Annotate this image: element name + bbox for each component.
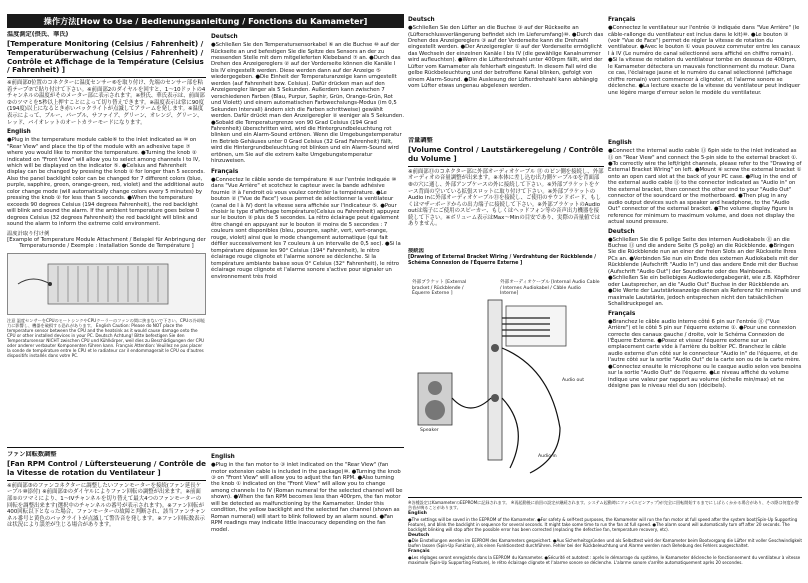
fan-section-col2 (211, 451, 404, 579)
temperature-heading-en: [Temperature Monitoring (Celsius / Fahrenheit) / Temperaturüberwachung (Celsius / Fahrenheit) / Contrôle et Affichage de la Température (Celsius / Fahrenheit) ] (7, 40, 206, 78)
temperature-francais-label: Français (211, 168, 239, 175)
temperature-heading-jp: 温度測定(摂氏、華氏) (7, 31, 69, 38)
volume-francais-label: Français (608, 310, 636, 317)
notes-deutsch-label: Deutsch (408, 532, 430, 538)
external-bracket-label: 外部ブラケット [External bracket / Rückblende / Équerre Externe ] (412, 280, 467, 297)
notes-text-de: ●Die Einstellungen werden im EEPROM des Kamameters gespeichert. ●Aus Sicherheitsgründen und als Selbsttest wird der Kamameter beim Bootvorgang die Lüfter mit voller Geschwindigkeit laufen lassen (Spin-Up Funktion), als einen Funktionstest durchführen. Fehler bei der Rückbeleuchtung und Alarme werden nach Behebung des Fehlers ausgeschaltet. (408, 538, 802, 549)
fan-text-de: ●Schließen Sie den Lüfter an die Buchse ③ auf der Rückseite an (Lüfterschlussverlängerung befindet sich im Lieferumfang)⑩. ●Durch das Drehen des Anzeigereglers ③ auf der Vorderseite kann die Drehzahl eingestellt werden. ●Der Anzeigeregler ① auf der Vorderseite ermöglicht das Wechseln der einzelnen Kanäle I bis IV (die gewählige Kanalnummer wird aufleuchten). ●Wenn die Lüfterdrehzahl unter 400rpm fällt, wird der Lüfter vom Kamameter als fehlerhaft eingestuft. In diesem Fall wird die gelbe Rückbeleuchtung und der betroffene Kanal blinken, gefolgt von einem Alarm-Sound. ●Die Auslesung der Lüfterdrehzahl kann abhängig vom Lüfter etwas ungenau abgelesen werden. (408, 25, 604, 90)
fan-text-jp: ※前面部③のファンコネクターに調整したいファンモーターを接続(ファン延長ケーブル⑩添付) ※前面部②のダイヤルによりファン回転の調整が出来ます。※前面部①のツマミにより、1～IVチャンネルを切り替えて最大4つのファンモーターの回転を調整出来ます(選択中のチャンネルの番号が表示されます)。※ファン回転が400回転以下となった場合、ファンモーターの故障と判断され、該当ファンチャンネル番号と黄色のバックライトが点滅して警告音を発します。※ファン回転数表示は状況により誤差が生じる場合があります。 (7, 482, 206, 529)
volume-deutsch-label: Deutsch (608, 228, 635, 235)
notes-english-label: English (408, 510, 427, 516)
volume-text-en: ●Connect the internal audio cable ⑪ 6pin side to the inlet indicated as ⑪ on "Rear View" and connect the 5-pin side to the external bracket ①. ●To correctly wire the left/right channels, please refer to the "Drawing of External Bracket Wiring" on left. ●Mount ⑧ screw the external bracket ① onto an open card slot at the back of your PC case. ●Plug in the end of the external audio cable ⑪ to the connector indicated as "Audio in" on the external bracket, then connect the other end to your "Audio Out" connector of the soundcard or the motherboard. ●Then plug in any audio output devices such as speaker and headphone, to the "Audio Out" connector of the external bracket. ●The volume display figure is reference for minimum to maximum volume, and does not display the actual sound pressure. (608, 148, 802, 226)
fan-section-col1 (7, 451, 206, 579)
fan-deutsch-label: Deutsch (408, 17, 435, 23)
fan-english-label: English (211, 454, 235, 460)
fan-text-fr: ●Connectez le ventilateur sur l'entrée ③ indiquée dans "Vue Arrière" (le câble-rallonge du ventilateur est inclus dans le kit)⑩. ●Le bouton ③ (voir "Vue de Face") permet de régler la vitesse de rotation du ventilateur. ●Avec le bouton ① vous pouvez commuter entre les canaux I à IV (Le numéro de canal sélectionné sera affiché en chiffre romain). ●Si la vitesse de rotation du ventilateur tombe en dessous de 400rpm, le Kamameter détectera un mauvais fonctionnement du moteur. Dans ce cas, l'éclairage jaune et le numéro du canal sélectionné (affichage chiffre romain) vont commencer à clignoter, et l'alarme sonore se déclenche. ●La lecture exacte de la vitesse du ventilateur peut indiquer une légère marge d'erreur selon le modèle du ventilateur. (608, 25, 801, 96)
temperature-text-jp: ※前面部0位置のコネクターに温度センサー⑥を取り付け、先端のセンサー部を粘着テープ⑦で貼り付けて下さい。※前面部2のダイヤルを回すと、1～10ドットの4チャンネルの温度がそのメーター部に表示されます。※摂氏、華氏表示は、前面部②のツマミを5秒以上押すことによって切り替えできます。※温度表示は常に90度(194度)以上になるとき赤いバックライトが点滅してアラームを発します。※温度表示によって、ブルー、パープル、サファイア、グリーン、オレンジ、グリーン、レッド、バイオレットのオートカラーモードになります。 (7, 80, 206, 126)
audio-out-label: Audio out (562, 378, 585, 383)
notes-text-fr: ●Les réglages seront enregistrés dans la EEPROM du Kamameter. ●Sécurité et autotest : après le démarrage du système, le Kamameter déclenche le fonctionnement du ventilateur à vitesse maximale (Spin-Up Supporting Feature), le rétro éclairage clignote et l'alarme sonore se déclenche. L'alarme sonore s'arrête automatiquement après 20 secondes. (408, 554, 801, 565)
notes-text-jp: ※各種設定はKamameterのEEPROMに記録されます。 ※再起動後に前回の設定が継続されます。システム起動時にファン(スピンアップ)が完全に回転開始するまでにしばらくかかる場合があり、その際は何度か警告音が鳴ることがあります。 (408, 500, 799, 510)
volume-heading-en: [Volume Control / Lautstärkeregelung / Contrôle du Volume ] (408, 146, 604, 166)
section-divider (7, 447, 404, 448)
heatsink-illustration (8, 254, 205, 314)
notes-text-en: ●The settings will be saved in the EEPROM of the Kamameter. ●For safety & self-test purposes, the Kamameter will run the fan motor at full speed after the system boot(Spin-Up Supporting Feature), and blink the backlight in sequence for several seconds. It might take some time to run the fan at full speed. ●The alarm sound will automatically turn off after 20 seconds. The backlight blinking will stop after the possible error has been corrected (replacing the defective fan, temperature recovery, etc). (408, 516, 798, 532)
volume-text-jp: ※前面部⑪のコネクター部に外部オーディオケーブル ⑪ のピン側を接続し、外部オーディオの音量調整が出来ます。※本体に差し込む出力側ケーブル①を背面部⑧の穴に通し、外部アンプケースの外に接続して下さい。※外部ブラケットをケース背面の空いている拡張スロットに取り付けて下さい。※外部ブラケットのAudio inに外部オーディオケーブル⑪を接続し、ご使用のサウンドボード、もしくはマザーボードからの出力端子に接続して下さい。※外部ブラケットのAudio outは端子にご使用のスピーカー、もしくはヘッドフォン等の音声出力機器を接続して下さい。※ボリューム表示はMax～Minの目安であり、実際の音量値ではありません。 (408, 168, 604, 228)
speaker-label: Speaker (420, 428, 439, 433)
wiring-diagram (410, 278, 602, 495)
temperature-section-col2 (211, 31, 404, 446)
audio-in-label: Audio in (538, 454, 557, 459)
temperature-figure-caption-jp: 温度計取り付け例 (7, 230, 50, 237)
volume-text-fr: ●Branchez le câble audio interne côté 6 pin sur l'entrée ⑪ ("Vue Arrière") et le côté 5 pin sur l'équerre externe ①. ●Pour une connexion correcte des canaux gauche / droite, voir le Schéma Connexion de l'Équerre Externe. ●Posez et vissez l'équerre externe sur un emplacement carte vide à l'arrière du boîtier PC. Branchez le câble audio externe d'un côté sur le connecteur "Audio in" de l'équerre, et de l'autre côté sur la sortie "Audio Out" de la carte son ou de la carte mère. ●Connectez ensuite le microphone ou le casque audio selon vos besoins sur la sortie "Audio Out" de l'équerre. ●Le niveau affiché du volume indique une valeur par rapport au volume (échelle min/max) et ne désigne pas le niveau réel du son (décibels). (608, 318, 802, 390)
wiring-diagram-heading (408, 248, 604, 278)
volume-section-col4 (608, 137, 802, 497)
wiring-diagram-title-jp: 接続図 (408, 248, 424, 254)
fan-francais-label: Français (608, 17, 636, 23)
volume-heading-jp: 音量調整 (408, 137, 433, 144)
wiring-diagram-title-en: [Drawing of External Bracket Wiring / Verdrahtung der Rückblende / Schéma Connexion de l'Équerre Externe ] (408, 254, 597, 267)
volume-text-de: ●Schließen Sie die 6 polige Seite des internen Audiokabels ⑪ an die Buchse ⑪ und die andere Seite (5 polig) an die Rückblende. ●Bringen Sie die Rückblende nun an einer der freien Slots an der Rückseite Ihres PCs an. ●Verbinden Sie nun ein Ende des externen Audiokabels mit der Rückblende (Aufschrift "Audio In") und das andere Ende mit der Buchse (Aufschrift "Audio Out") der Soundkarte oder des Mainboards. ●Schließen Sie ein beliebiges Audiowiedergabegerät, wie z.B. Köpfhörer oder Lautsprecher, an die "Audio Out" Buchse in der Rückblende an. ●Die Werte der Lautstärkeanzeige dienen als Referenz für minimale und maximale Lautstärke, jedoch entsprechen nicht den tatsächlichen Schalldruckpegel an. (608, 236, 801, 308)
fan-heading-en: [Fan RPM Control / Lüftersteuerung / Contrôle de la Vitesse de rotation du Ventilateur ] (7, 460, 206, 480)
temperature-text-en: ●Plug in the temperature module cable⑥ to the inlet indicated as ⑩ on "Rear View" and place the tip of the module with an adhesive tape ⑦ where you would like to monitor the temperature. ●Turning the knob ② indicated on "Front View" will allow you to select among channels I to IV, which will be displayed on the indicator ⑤. ●Celsius and Fahrenheit display can be changed by pressing the knob ② for longer than 5 seconds. Also the panel backlight color can be changed for 7 different colors (blue, purple, sapphire, green, orange-green, red, violet) and the additional auto color change mode (will automatically change colors every 5 minutes) by pressing the knob ② for less than 5 seconds. ●When the temperature exceeds 90 degrees Celsius (194 degrees Fahrenheit), the red backlight will blink and sound the alarm. If the ambient temperature goes below 0 degrees Celsius (32 degrees Fahrenheit) the red backlight will blink and sound the alarm to inform the extreme cold environment. (7, 137, 205, 228)
fan-heading-jp: ファン回転数調整 (7, 451, 57, 458)
settings-notes (408, 500, 802, 580)
temperature-caution-note: 注意 温度センサーをCPUのヒートシンクやCPUクーラーのファンの間に挟まないで下さい。CPUの冷却能力に影響し、機器を破損する恐れがあります。 English Caution: Please do NOT place the temperature sensor between the CPU and the heatsink as it would cause damage onto the CPU or other installed devices in your PC. Deutsch Achtung! Bitte befestigen Sie den Temperatursensor NICHT zwischen CPU und Kühlkörper, weil dies zu Beschädigungen der CPU oder anderer verbauter Komponenten führen kann. Français Attention: Veuillez ne pas placer la sonde de température entre le CPU et le radiateur car il endommagerait le CPU ou d'autres dispositifs installés dans votre PC. (7, 317, 206, 359)
notes-divider (408, 497, 802, 498)
volume-english-label: English (608, 140, 632, 146)
wiring-illustration (410, 278, 602, 495)
fan-continued-de (408, 14, 604, 134)
page-title: 操作方法[How to Use / Bedienungsanleitung / Fonctions du Kamameter] (7, 14, 404, 28)
notes-francais-label: Français (408, 549, 430, 555)
temperature-figure-caption-en: [Example of Temperature Module Attachment / Beispiel für Anbringung der Temperatursonde / Exemple : Installation Sonde de Température ] (7, 237, 206, 250)
temperature-english-label: English (7, 129, 31, 136)
fan-continued-fr (608, 14, 802, 134)
temperature-figure (7, 253, 206, 315)
temperature-text-de: ●Schließen Sie den Temperatursensorkabel ⑥ an die Buchse ⑩ auf der Rückseite an und befestigen Sie die Spitze des Sensors an der zu messenden Stelle mit dem mitgelieferten Klebeband ⑦ an. ●Durch das Drehen des Anzeigereglers ② auf der Vorderseite können die Kanäle I bis IV eingestellt werden. Diese werden dann auf der Anzeige ⑤ wiedergegeben. ●Die Einheit der Temperaturanzeige kann umgestellt werden (auf Fahrenheit bzw. Celsius). Dafür drücken man auf den Anzeigeregler länger als 5 Sekunden. Außerdem kann zwischen 7 verschiedenen Farben (Blau, Purpur, Saphir, Grün, Orange-Grün, Rot und Violett) und einem automatischen Farbwechslungs-Modus (im 0,5 Sekunden Intervall) ändern sich die Farben schrittweise) gewählt werden. Dafür drückt man den Anzeigeregler ② weniger als 5 Sekunden. ●Sobald die Temperaturgrenze von 90 Grad Celsius (194 Grad Fahrenheit) überschritten wird, wird die Hintergrundbeleuchtung rot blinken und ein Alarm-Sound ertönen. Wenn die Umgebungstemperatur im Betrieb Gehäuses unter 0 Grad Celsius (32 Grad Fahrenheit) fällt, wird die Hintergrundbeleuchtung rot blinken und ein Alarm-Sound wird ertönen, um Sie auf die extrem kalte Umgebungstemperatur hinzuweisen. (211, 42, 404, 165)
audio-cable-label: 外部オーディオケーブル [Internal Audio Cable / Internes Audiokabel / Câble Audio Interne] (500, 280, 600, 297)
fan-text-en: ●Plug in the fan motor to ③ inlet indicated on the "Rear View" (fan motor extension cable is included in the package)⑩. ●Turning the knob ③ on "Front View" will allow you to adjust the fan RPM. ●Also turning the knob ① indicated on the "Front View" will allow you to change among channels I to IV (Roman numeral for the selected channel will be shown). ●When the fan RPM becomes less than 400rpm, the fan motor will be detected as malfunctioning by the Kamameter. Under this condition, the yellow backlight and the selected fan channel (shown as Roman numeral) will start to blink followed by an alarm sound. ●Fan RPM readings may indicate little inaccuracy depending on the fan model. (211, 462, 403, 533)
temperature-section-col1 (7, 31, 206, 446)
temperature-text-fr: ●Connectez le câble sonde de température ⑥ sur l'entrée indiquée ⑩ dans "Vue Arrière" et scotchez le capteur avec la bande adhésive fournie ⑦ à l'endroit où vous voulez contrôler la température. ●Le bouton ② ("Vue de Face") vous permet de sélectionner la ventilateur (canal de I à IV) dont la vitesse sera affichée sur l'indicateur ⑤. ●Pour choisir le type d'affichage température(Celsius ou Fahrenheit) appuyez sur le bouton ② plus de 5 secondes. La rétro éclairage peut également être changé en appuyant sur le bouton ② moins de 5 secondes : 7 couleurs sont disponibles (bleu, pourpre, saphir, vert, vert-orange, rouge, violet) ainsi que le mode changement automatique (qui fait défiler successivement les 7 couleurs à un intervalle de 0,5 sec). ●Si la température dépasse les 90° Celsius (194° Fahrenheit), le rétro éclairage rouge clignote et l'alarme sonore se déclenche. Si la température ambiante baisse sous 0° Celsius (32° Fahrenheit), le rétro éclairage rouge clignote et l'alarme sonore s'active pour signaler un environnement très froid (211, 176, 401, 280)
volume-section-col3 (408, 137, 604, 247)
temperature-deutsch-label: Deutsch (211, 34, 238, 40)
